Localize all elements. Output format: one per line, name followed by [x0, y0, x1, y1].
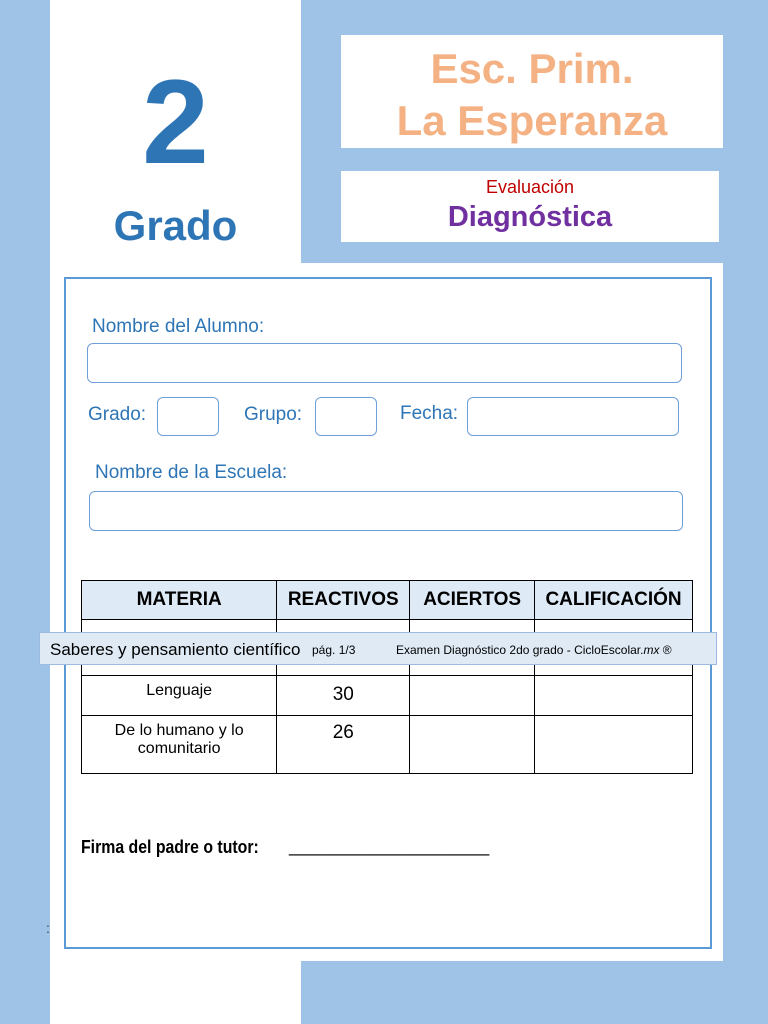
cell-aciertos[interactable]	[410, 676, 535, 716]
date-field[interactable]	[467, 397, 679, 436]
evaluation-label: Evaluación	[485, 177, 575, 197]
grade-word: Grado	[113, 202, 238, 249]
cell-calificacion[interactable]	[535, 716, 693, 774]
footer-credit-suffix: ®	[659, 643, 672, 657]
footer-credit	[396, 643, 672, 657]
header-materia: MATERIA	[82, 581, 277, 620]
cell-calificacion[interactable]	[535, 676, 693, 716]
evaluation-title: Diagnóstica	[447, 201, 613, 233]
cell-materia: Lenguaje	[82, 676, 277, 716]
footer-credit-italic: mx	[643, 643, 660, 657]
evaluation-box	[341, 171, 719, 242]
student-name-field[interactable]	[87, 343, 682, 383]
table-header-row	[82, 581, 693, 620]
school-name-line2: La Esperanza	[396, 97, 668, 144]
grades-table	[81, 580, 693, 774]
page-footer-bar	[39, 632, 717, 665]
table-row	[82, 716, 693, 774]
date-label: Fecha:	[400, 403, 459, 424]
grade-number: 2	[142, 55, 209, 189]
signature-line: ____________________	[289, 836, 490, 856]
school-name-box	[341, 35, 723, 148]
grade-field[interactable]	[157, 397, 219, 436]
footer-subject: Saberes y pensamiento científico	[50, 640, 301, 659]
signature-label: Firma del padre o tutor:	[81, 837, 259, 857]
cell-reactivos: 26	[277, 716, 410, 774]
grade-label: Grado:	[88, 404, 147, 425]
table-row	[82, 676, 693, 716]
stray-mark: :	[46, 920, 50, 936]
school-name-line1: Esc. Prim.	[430, 45, 634, 92]
cell-reactivos: 30	[277, 676, 410, 716]
cell-materia: De lo humano y lo comunitario	[82, 716, 277, 774]
footer-credit-prefix: Examen Diagnóstico 2do grado - CicloEscolar.	[396, 643, 644, 657]
footer-page-number: pág. 1/3	[312, 643, 356, 657]
header-aciertos: ACIERTOS	[410, 581, 535, 620]
group-label: Grupo:	[244, 404, 303, 425]
header-reactivos: REACTIVOS	[277, 581, 410, 620]
school-name-field[interactable]	[89, 491, 683, 531]
header-calificacion: CALIFICACIÓN	[535, 581, 693, 620]
cell-aciertos[interactable]	[410, 716, 535, 774]
school-name-label: Nombre de la Escuela:	[95, 462, 288, 483]
group-field[interactable]	[315, 397, 377, 436]
student-name-label: Nombre del Alumno:	[92, 316, 265, 337]
